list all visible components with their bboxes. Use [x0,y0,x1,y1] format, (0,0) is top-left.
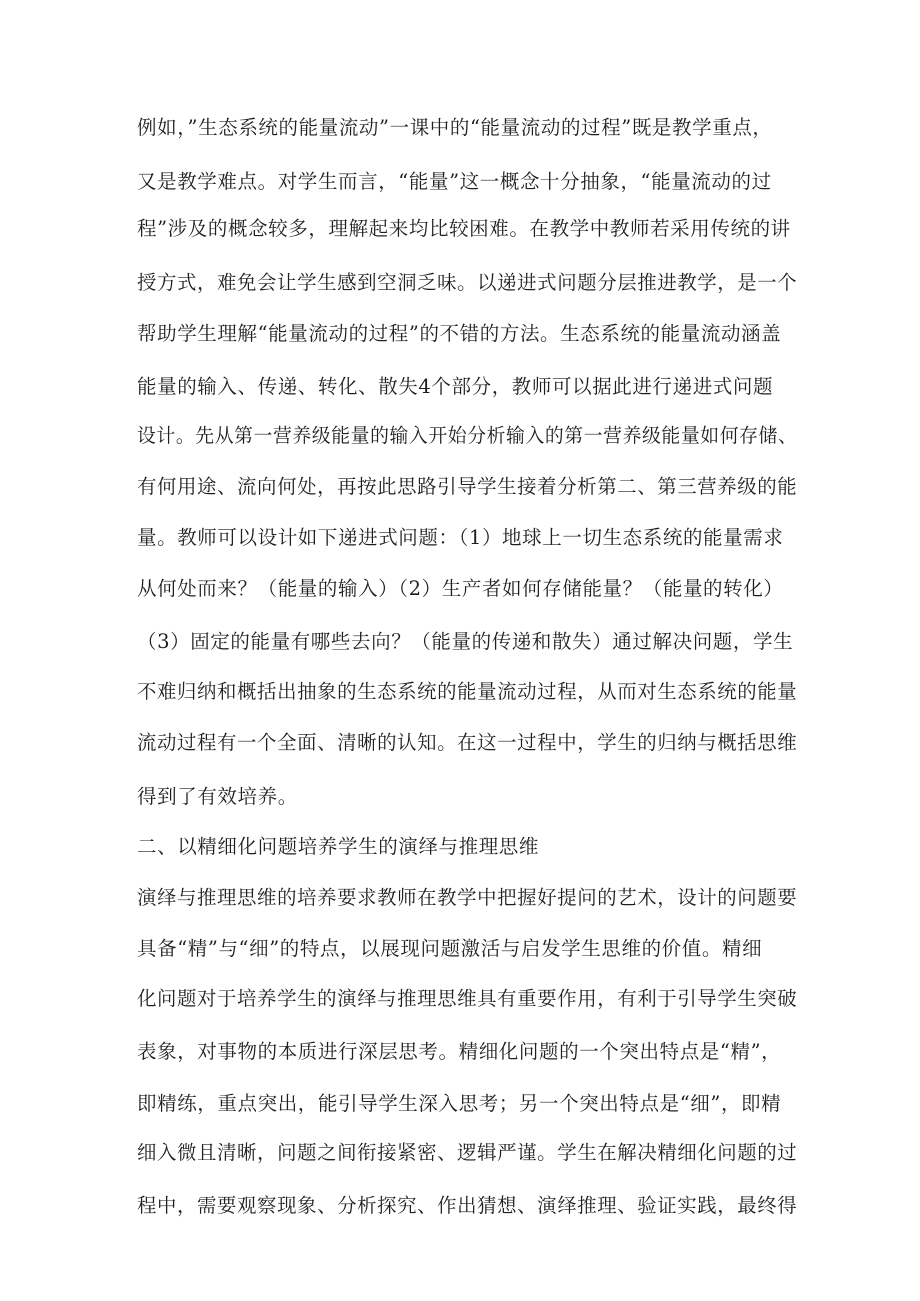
text-line: 即精练，重点突出，能引导学生深入思考；另一个突出特点是“细”，即精 [137,1092,782,1115]
text-line: 不难归纳和概括出抽象的生态系统的能量流动过程，从而对生态系统的能量 [137,680,798,703]
text-line: 表象，对事物的本质进行深层思考。精细化问题的一个突出特点是“精”， [137,1040,782,1063]
text-line: 授方式，难免会让学生感到空洞乏味。以递进式问题分层推进教学，是一个 [137,271,798,294]
text-line: 帮助学生理解“能量流动的过程”的不错的方法。生态系统的能量流动涵盖 [137,322,782,345]
text-line: 化问题对于培养学生的演绎与推理思维具有重要作用，有利于引导学生突破 [137,987,798,1010]
text-line: 具备“精”与“细”的特点，以展现问题激活与启发学生思维的价值。精细 [137,937,763,960]
text-line: 有何用途、流向何处，再按此思路引导学生接着分析第二、第三营养级的能 [137,475,798,498]
text-line: 得到了有效培养。 [137,785,298,808]
text-line: 从何处而来？（能量的输入）（2）生产者如何存储能量？（能量的转化） [137,577,784,600]
section-heading: 二、以精细化问题培养学生的演绎与推理思维 [137,835,540,858]
text-line: （3）固定的能量有哪些去向？（能量的传递和散失）通过解决问题，学生 [137,630,794,653]
text-line: 设计。先从第一营养级能量的输入开始分析输入的第一营养级能量如何存储、 [137,424,798,447]
text-line: 演绎与推理思维的培养要求教师在教学中把握好提问的艺术，设计的问题要 [137,886,798,909]
text-line: 能量的输入、传递、转化、散失4个部分，教师可以据此进行递进式问题 [137,375,774,398]
text-line: 程”涉及的概念较多，理解起来均比较困难。在教学中教师若采用传统的讲 [137,217,791,240]
text-line: 量。教师可以设计如下递进式问题：（1）地球上一切生态系统的能量需求 [137,526,784,549]
text-line: 细入微且清晰，问题之间衔接紧密、逻辑严谨。学生在解决精细化问题的过 [137,1141,798,1164]
text-line: 程中，需要观察现象、分析探究、作出猜想、演绎推理、验证实践，最终得 [137,1194,798,1217]
text-line: 流动过程有一个全面、清晰的认知。在这一过程中，学生的归纳与概括思维 [137,731,798,754]
text-line: 例如，”生态系统的能量流动”一课中的“能量流动的过程”既是教学重点， [137,116,773,139]
text-line: 又是教学难点。对学生而言，“能量”这一概念十分抽象，“能量流动的过 [137,170,772,193]
